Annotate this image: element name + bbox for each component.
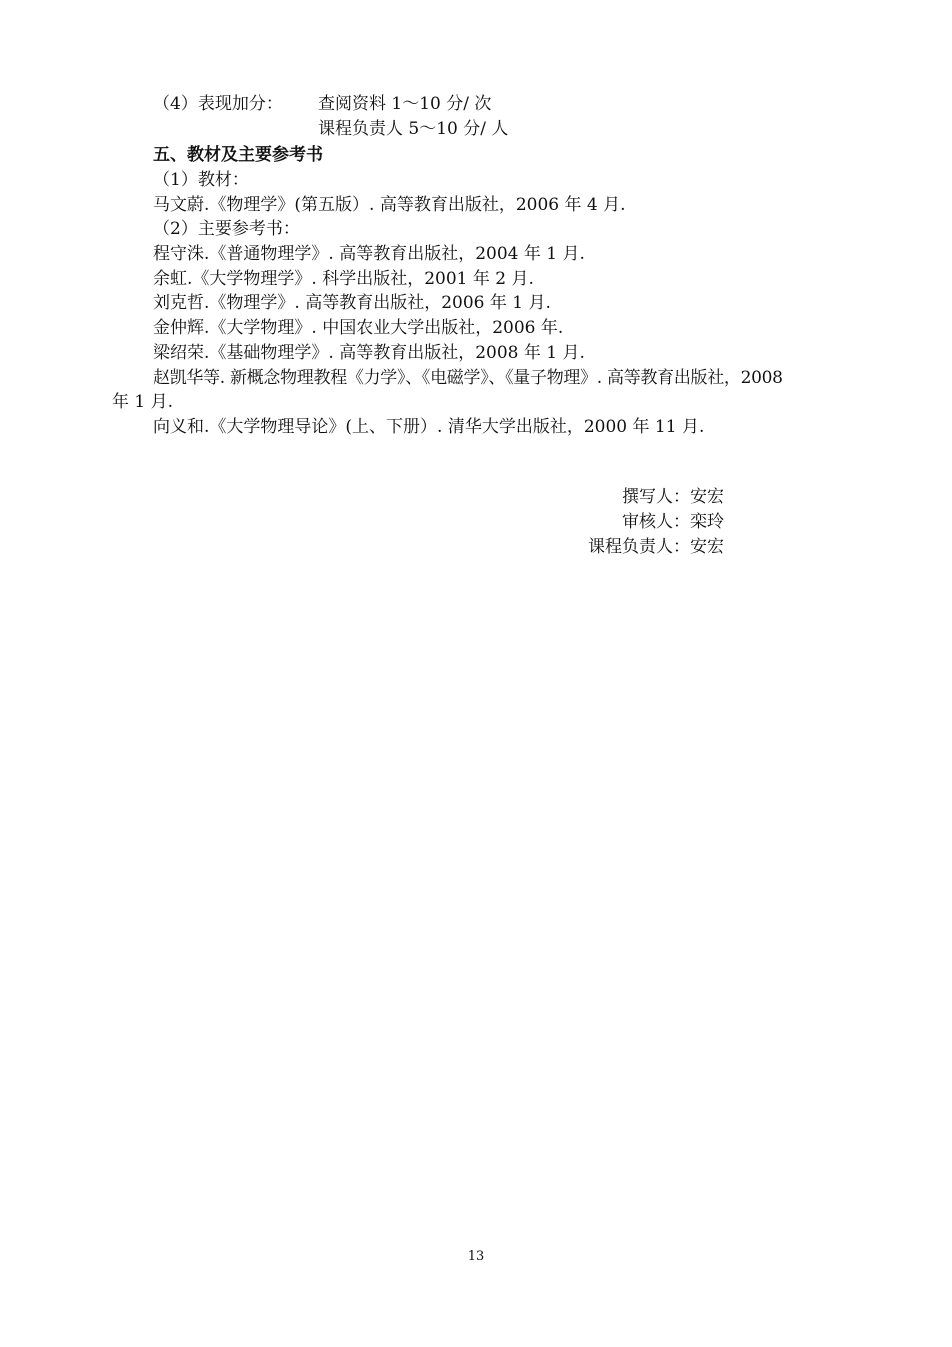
- signature-course-lead: 课程负责人：安宏: [588, 537, 724, 557]
- ref-item-continuation: 年 1 月.: [112, 392, 174, 412]
- ref-item: 金仲辉.《大学物理》. 中国农业大学出版社，2006 年.: [153, 318, 564, 338]
- grading-line-1: 查阅资料 1～10 分/ 次: [318, 94, 492, 114]
- refs-label: （2）主要参考书：: [153, 219, 300, 239]
- ref-item: 向义和.《大学物理导论》(上、下册）. 清华大学出版社，2000 年 11 月.: [153, 417, 705, 437]
- ref-item: 赵凯华等. 新概念物理教程《力学》、《电磁学》、《量子物理》. 高等教育出版社，2008: [153, 368, 783, 388]
- signature-writer: 撰写人：安宏: [622, 487, 724, 507]
- ref-item: 刘克哲.《物理学》. 高等教育出版社，2006 年 1 月.: [153, 293, 551, 313]
- ref-item: 程守洙.《普通物理学》. 高等教育出版社，2004 年 1 月.: [153, 244, 585, 264]
- grading-item-label: （4）表现加分：: [153, 94, 283, 114]
- grading-line-2: 课程负责人 5～10 分/ 人: [318, 119, 509, 139]
- ref-item: 余虹.《大学物理学》. 科学出版社，2001 年 2 月.: [153, 269, 534, 289]
- textbook-entry: 马文蔚.《物理学》(第五版）. 高等教育出版社，2006 年 4 月.: [153, 195, 626, 215]
- section-heading: 五、教材及主要参考书: [153, 145, 323, 165]
- page-number: 13: [467, 1249, 485, 1264]
- ref-item: 梁绍荣.《基础物理学》. 高等教育出版社，2008 年 1 月.: [153, 343, 585, 363]
- textbook-label: （1）教材：: [153, 170, 249, 190]
- signature-reviewer: 审核人：栾玲: [622, 512, 724, 532]
